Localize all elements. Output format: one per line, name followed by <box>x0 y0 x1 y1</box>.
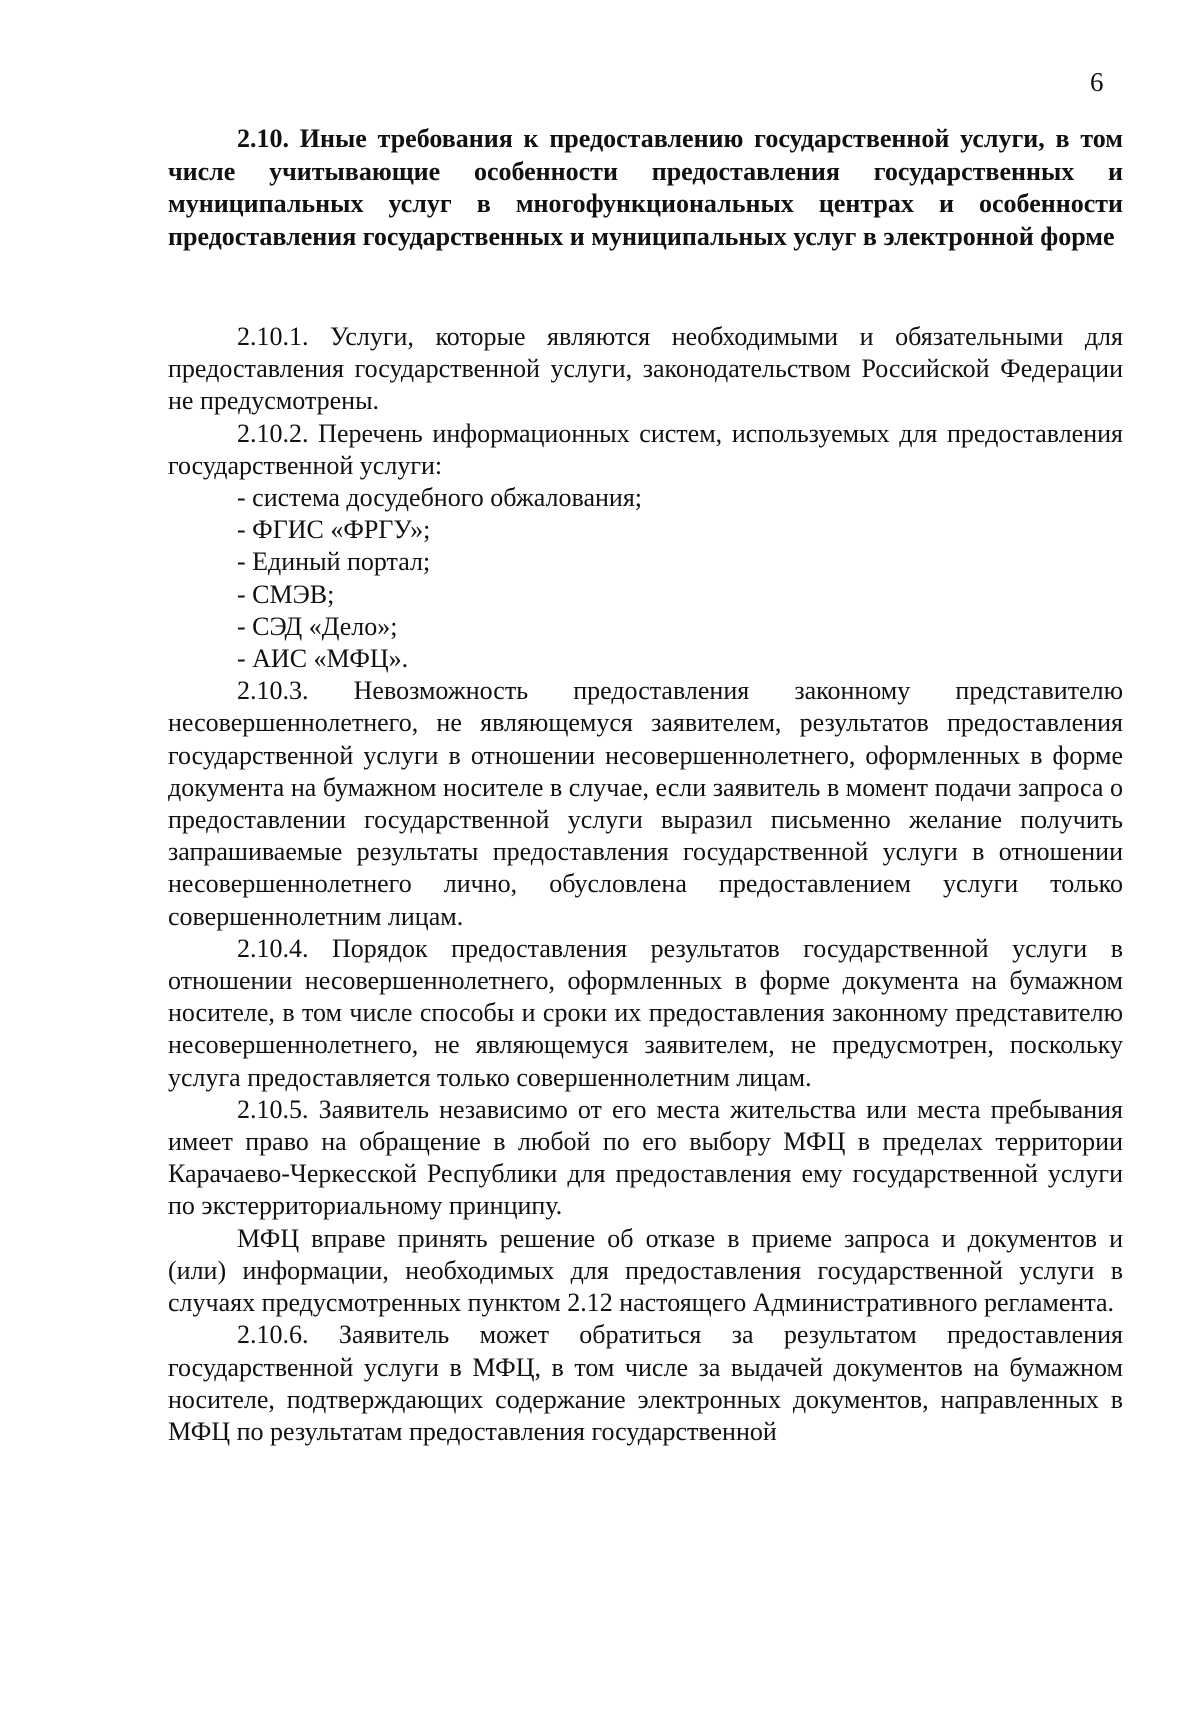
paragraph-2-10-1: 2.10.1. Услуги, которые являются необходимыми и обязательными для предоставления государственной услуги, законодательством Российской Федерации не предусмотрены. <box>168 322 1123 416</box>
page-number: 6 <box>1090 67 1104 97</box>
list-item: - ФГИС «ФРГУ»; <box>237 515 431 545</box>
paragraph-2-10-5: 2.10.5. Заявитель независимо от его места жительства или места пребывания имеет право на обращение в любой по его выбору МФЦ в пределах территории Карачаево-Черкесской Республики для предоставления ему государственной услуги по экстерриториальному принципу. <box>168 1094 1123 1221</box>
list-item: - СМЭВ; <box>237 579 335 609</box>
list-item: - АИС «МФЦ». <box>237 644 409 674</box>
list-item: - система досудебного обжалования; <box>237 483 643 513</box>
paragraph-2-10-3: 2.10.3. Невозможность предоставления законному представителю несовершеннолетнего, не являющемуся заявителем, результатов предоставления государственной услуги в отношении несовершеннолетнего, оформленных в форме документа на бумажном носителе в случае, если заявитель в момент подачи запроса о предоставлении государственной услуги выразил письменно желание получить запрашиваемые результаты предоставления государственной услуги в отношении несовершеннолетнего лично, обусловлена предоставлением услуги только совершеннолетним лицам. <box>168 676 1123 931</box>
paragraph-mfc-refusal: МФЦ вправе принять решение об отказе в приеме запроса и документов и (или) информации, необходимых для предоставления государственной услуги в случаях предусмотренных пунктом 2.12 настоящего Административного регламента. <box>168 1223 1123 1318</box>
paragraph-2-10-6: 2.10.6. Заявитель может обратиться за результатом предоставления государственной услуги в МФЦ, в том числе за выдачей документов на бумажном носителе, подтверждающих содержание электронных документов, направленных в МФЦ по результатам предоставления государственной <box>168 1320 1123 1446</box>
section-heading: 2.10. Иные требования к предоставлению государственной услуги, в том числе учитывающие особенности предоставления государственных и муниципальных услуг в многофункциональных центрах и особенности предоставления государственных и муниципальных услуг в электронной форме <box>168 124 1123 251</box>
list-item: - Единый портал; <box>237 547 431 577</box>
paragraph-2-10-4: 2.10.4. Порядок предоставления результатов государственной услуги в отношении несовершеннолетнего, оформленных в форме документа на бумажном носителе, в том числе способы и сроки их предоставления законному представителю несовершеннолетнего, не являющемуся заявителем, не предусмотрен, поскольку услуга предоставляется только совершеннолетним лицам. <box>168 933 1123 1092</box>
paragraph-2-10-2: 2.10.2. Перечень информационных систем, используемых для предоставления государственной услуги: <box>168 418 1123 480</box>
list-item: - СЭД «Дело»; <box>237 611 398 641</box>
document-body <box>168 321 1123 1448</box>
